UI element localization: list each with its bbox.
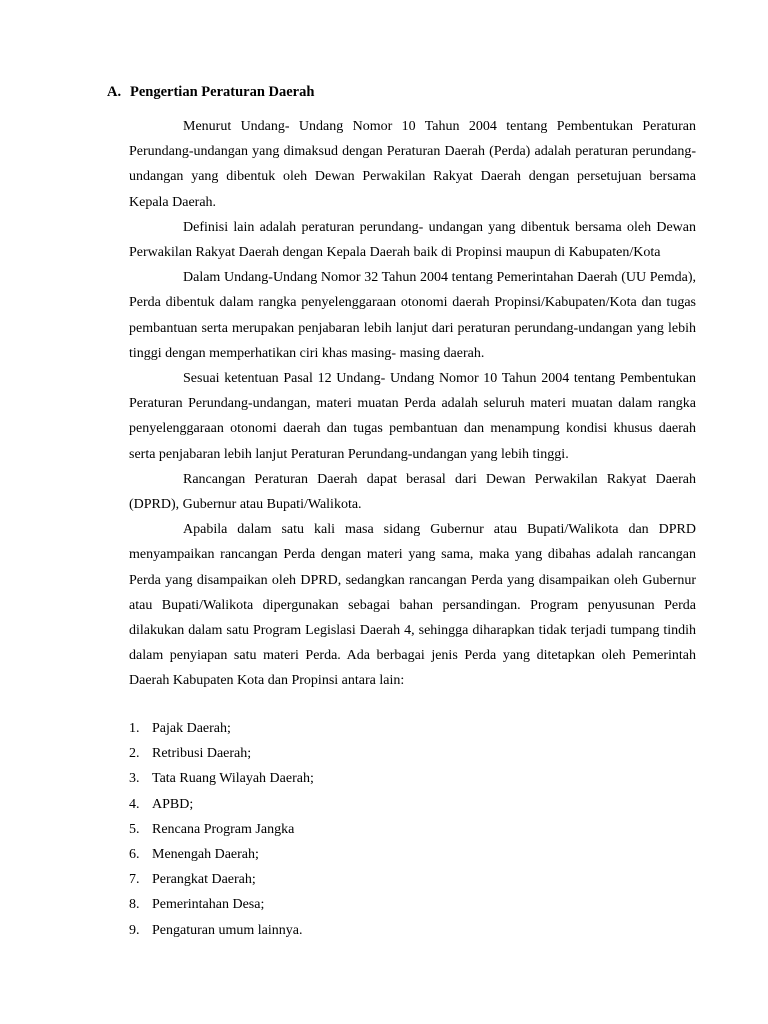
list-item [129,892,314,917]
list-text: Menengah Daerah; [152,847,259,863]
list-number: 9. [129,922,140,938]
list-text: Pajak Daerah; [152,721,231,736]
paragraph-masa-sidang: Apabila dalam satu kali masa sidang Gubernur atau Bupati/Walikota dan DPRD menyampaikan rancangan Perda dengan materi yang sama, maka yang dibahas adalah rancangan Perda yang disampaikan oleh DPRD, sedangkan rancangan Perda yang disampaikan oleh Gubernur atau Bupati/Walikota dipergunakan sebagai bahan persandingan. Program penyusunan Perda dilakukan dalam satu Program Legislasi Daerah 4, sehingga diharapkan tidak terjadi tumpang tindih dalam penyiapan satu materi Perda. Ada berbagai jenis Perda yang ditetapkan oleh Pemerintah Daerah Kabupaten Kota dan Propinsi antara lain: [129,522,696,689]
list-number: 3. [129,771,140,787]
list-text: Retribusi Daerah; [152,746,252,762]
section-title: Pengertian Peraturan Daerah [130,84,315,100]
section-body [129,114,696,694]
paragraph-definition-other: Definisi lain adalah peraturan perundang- undangan yang dibentuk bersama oleh Dewan Perwakilan Rakyat Daerah dengan Kepala Daerah baik di Propinsi maupun di Kabupaten/Kota [129,219,696,261]
list-item [129,741,314,766]
section-letter: A. [107,84,122,100]
paragraph-uu-32: Dalam Undang-Undang Nomor 32 Tahun 2004 tentang Pemerintahan Daerah (UU Pemda), Perda dibentuk dalam rangka penyelenggaraan otonomi daerah Propinsi/Kabupaten/Kota dan tugas pembantuan serta merupakan penjabaran lebih lanjut dari peraturan perundang-undangan yang lebih tinggi dengan memperhatikan ciri khas masing- masing daerah. [129,270,696,361]
list-item [129,766,314,791]
list-text: APBD; [152,796,194,812]
list-text: Pengaturan umum lainnya. [152,922,303,938]
perda-types-list [129,716,314,943]
paragraph-rancangan: Rancangan Peraturan Daerah dapat berasal dari Dewan Perwakilan Rakyat Daerah (DPRD), Gubernur atau Bupati/Walikota. [129,471,696,513]
paragraph-pasal-12: Sesuai ketentuan Pasal 12 Undang- Undang Nomor 10 Tahun 2004 tentang Pembentukan Peraturan Perundang-undangan, materi muatan Perda adalah seluruh materi muatan dalam rangka penyelenggaraan otonomi daerah dan tugas pembantuan dan menampung kondisi khusus daerah serta penjabaran lebih lanjut Peraturan Perundang-undangan yang lebih tinggi. [129,371,696,462]
list-number: 4. [129,796,140,812]
list-number: 8. [129,897,140,913]
list-number: 1. [129,721,140,736]
section-heading [107,82,314,102]
list-item [129,817,314,842]
list-item [129,842,314,867]
list-number: 5. [129,821,140,837]
list-item [129,792,314,817]
list-item [129,918,314,943]
list-number: 2. [129,746,140,762]
paragraph-definition-uu-10: Menurut Undang- Undang Nomor 10 Tahun 2004 tentang Pembentukan Peraturan Perundang-undangan yang dimaksud dengan Peraturan Daerah (Perda) adalah peraturan perundang-undangan yang dibentuk oleh Dewan Perwakilan Rakyat Daerah dengan persetujuan bersama Kepala Daerah. [129,119,696,210]
list-text: Pemerintahan Desa; [152,897,265,913]
list-number: 7. [129,872,140,888]
list-number: 6. [129,847,140,863]
list-text: Perangkat Daerah; [152,872,256,888]
list-text: Tata Ruang Wilayah Daerah; [152,771,314,787]
list-item [129,716,314,741]
list-text: Rencana Program Jangka [152,821,295,837]
list-item [129,867,314,892]
